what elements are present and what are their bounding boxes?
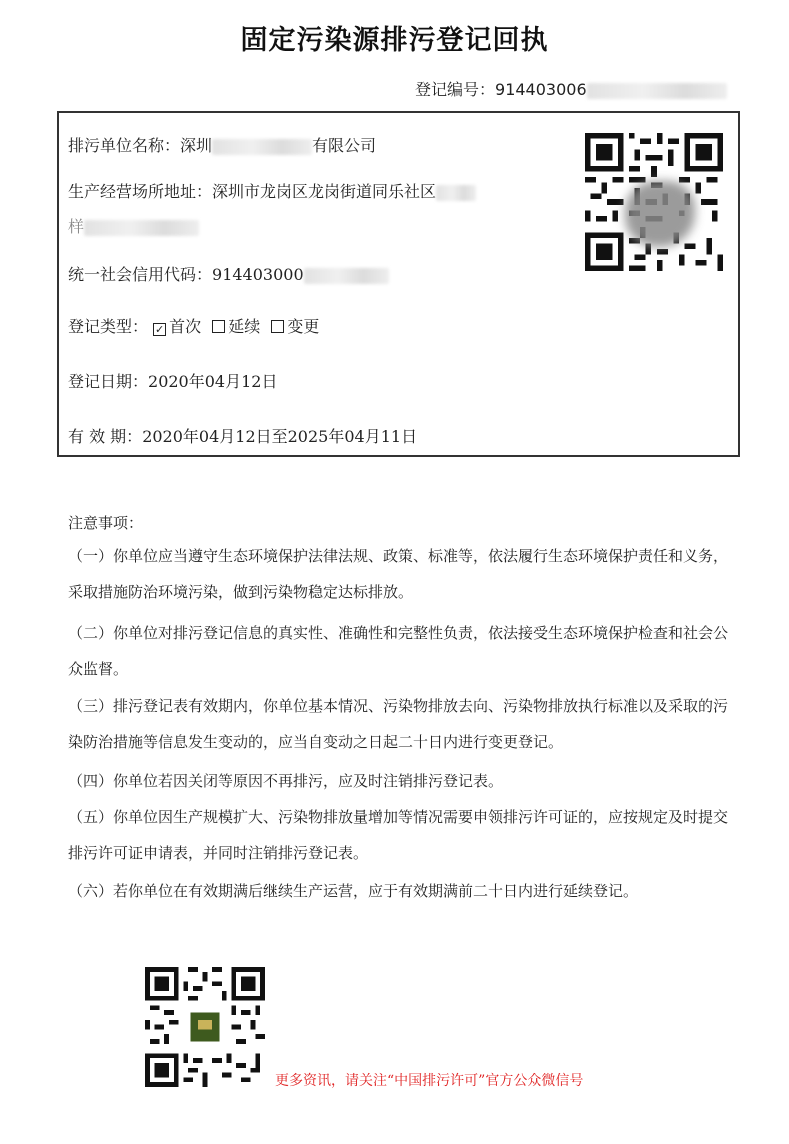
option-renewal bbox=[212, 317, 260, 336]
validity-row bbox=[68, 424, 417, 447]
note-item-5: （五）你单位因生产规模扩大、污染物排放量增加等情况需要申领排污许可证的，应按规定及时提交排污许可证申请表，并同时注销排污登记表。 bbox=[68, 808, 729, 862]
redaction-blur bbox=[212, 139, 312, 155]
credit-code-label: 统一社会信用代码： bbox=[68, 265, 213, 284]
redaction-blur bbox=[587, 83, 727, 99]
registration-date-value: 2020年04月12日 bbox=[148, 372, 278, 391]
document-title: 固定污染源排污登记回执 bbox=[240, 25, 549, 56]
note-item-1: （一）你单位应当遵守生态环境保护法律法规、政策、标准等，依法履行生态环境保护责任和义务，采取措施防治环境污染，做到污染物稳定达标排放。 bbox=[68, 547, 729, 601]
note-item-4: （四）你单位若因关闭等原因不再排污，应及时注销排污登记表。 bbox=[68, 772, 504, 790]
notes-heading: 注意事项： bbox=[68, 514, 144, 532]
checkbox-empty-icon bbox=[212, 320, 225, 333]
checkbox-checked-icon: ✓ bbox=[155, 323, 165, 336]
note-item-6: （六）若你单位在有效期满后继续生产运营，应于有效期满前二十日内进行延续登记。 bbox=[68, 882, 639, 900]
redaction-blur bbox=[84, 220, 199, 236]
registration-number-value: 914403006 bbox=[495, 80, 587, 99]
registration-type-label: 登记类型： bbox=[68, 317, 149, 336]
option-change-label: 变更 bbox=[287, 317, 320, 336]
wechat-qr-code-image bbox=[145, 967, 265, 1087]
unit-name-suffix: 有限公司 bbox=[312, 136, 377, 155]
option-renewal-label: 延续 bbox=[228, 317, 261, 336]
option-first-label: 首次 bbox=[169, 317, 202, 336]
address-label: 生产经营场所地址： bbox=[68, 182, 213, 201]
redaction-blur bbox=[304, 268, 389, 284]
checkbox-empty-icon bbox=[271, 320, 284, 333]
qr-redaction-blur bbox=[625, 181, 695, 247]
unit-name-prefix: 深圳 bbox=[180, 136, 213, 155]
address-line2-prefix: 样 bbox=[68, 217, 85, 236]
redaction-blur bbox=[436, 185, 476, 201]
credit-code-row bbox=[68, 262, 389, 285]
note-item-2: （二）你单位对排污登记信息的真实性、准确性和完整性负责，依法接受生态环境保护检查和社会公众监督。 bbox=[68, 624, 729, 678]
registration-info-box bbox=[57, 111, 740, 457]
unit-name-row bbox=[68, 133, 376, 156]
validity-value: 2020年04月12日至2025年04月11日 bbox=[142, 427, 418, 446]
option-first bbox=[153, 317, 201, 336]
address-row-2 bbox=[68, 214, 199, 237]
registration-number bbox=[415, 77, 727, 100]
address-row bbox=[68, 179, 476, 202]
note-item-3: （三）排污登记表有效期内，你单位基本情况、污染物排放去向、污染物排放执行标准以及采取的污染防治措施等信息发生变动的，应当自变动之日起二十日内进行变更登记。 bbox=[68, 697, 729, 751]
registration-number-label: 登记编号： bbox=[415, 80, 496, 99]
footer-notice: 更多资讯，请关注“中国排污许可”官方公众微信号 bbox=[275, 1073, 584, 1089]
unit-name-label: 排污单位名称： bbox=[68, 136, 181, 155]
registration-date-label: 登记日期： bbox=[68, 372, 149, 391]
validity-label: 有 效 期： bbox=[68, 427, 143, 446]
registration-date-row bbox=[68, 369, 277, 392]
registration-type-row bbox=[68, 314, 319, 337]
credit-code-value: 914403000 bbox=[212, 265, 304, 284]
option-change bbox=[271, 317, 319, 336]
address-value: 深圳市龙岗区龙岗街道同乐社区 bbox=[212, 182, 437, 201]
